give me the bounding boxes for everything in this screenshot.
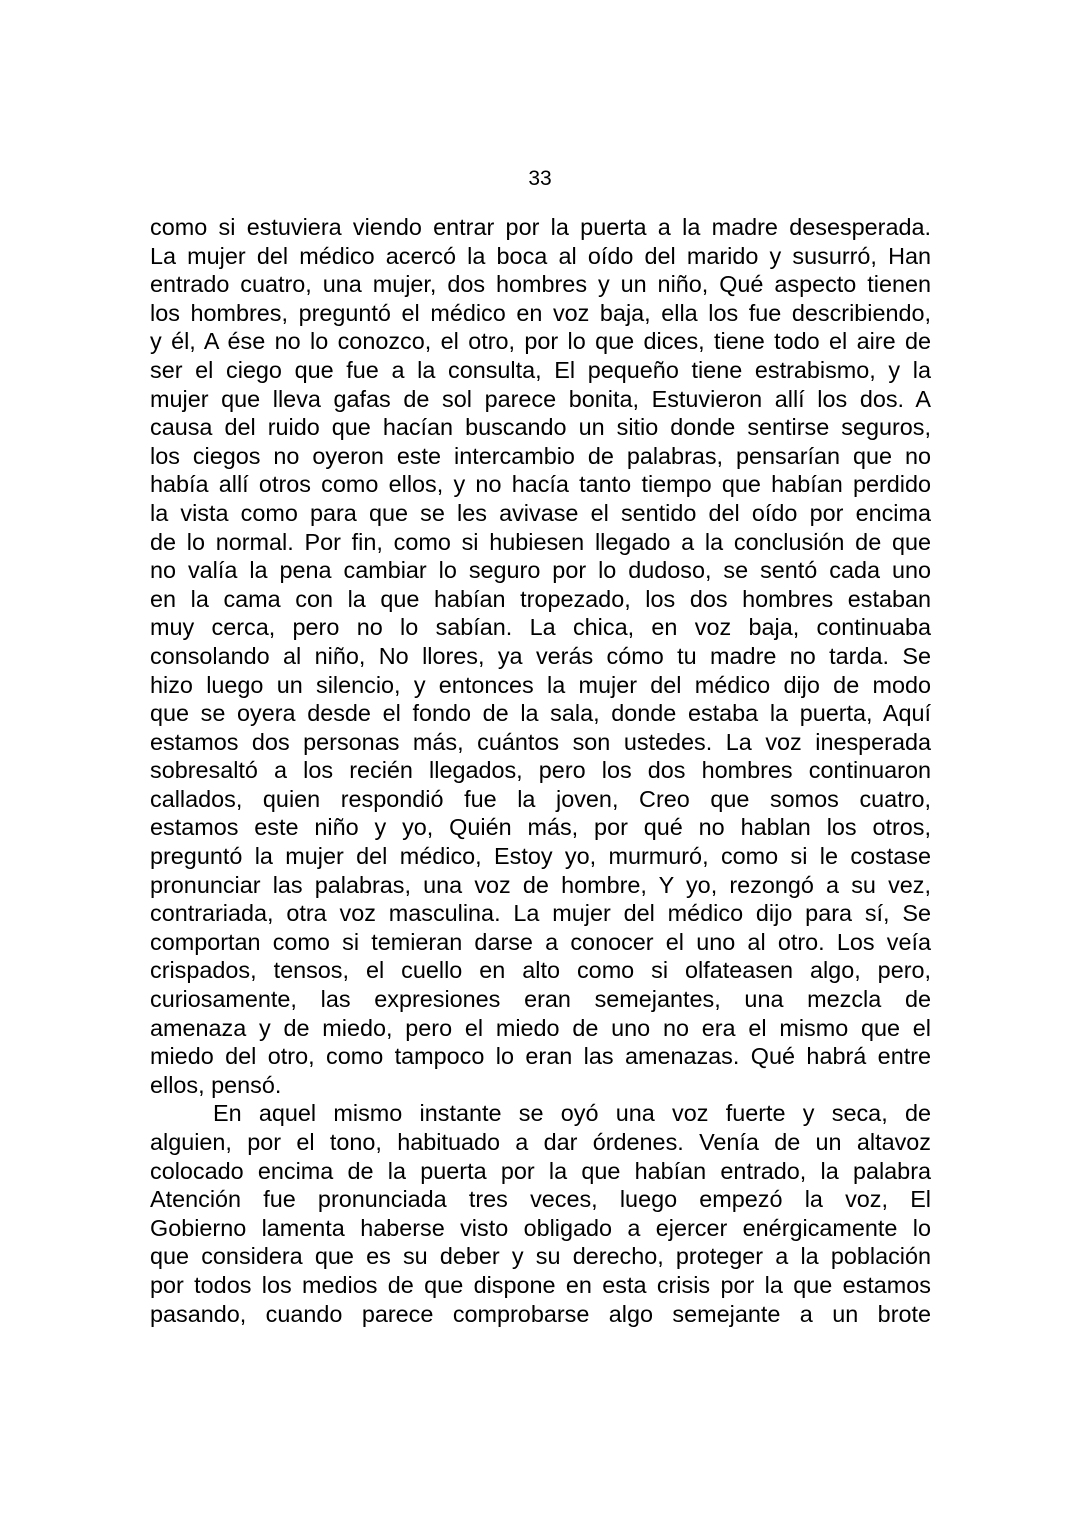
text-line: sobresaltó a los recién llegados, pero los dos hombres continuaron — [150, 757, 931, 784]
text-line: alguien, por el tono, habituado a dar órdenes. Venía de un altavoz — [150, 1129, 931, 1155]
text-line: y él, A ése no lo conozco, el otro, por lo que dices, tiene todo el aire de — [150, 328, 931, 355]
text-line: no valía la pena cambiar lo seguro por lo dudoso, se sentó cada uno — [150, 557, 931, 584]
text-line: preguntó la mujer del médico, Estoy yo, murmuró, como si le costase — [150, 843, 931, 870]
text-line: estamos este niño y yo, Quién más, por qué no hablan los otros, — [150, 814, 931, 841]
text-line: Gobierno lamenta haberse visto obligado a ejercer enérgicamente lo — [150, 1214, 931, 1241]
text-line: consolando al niño, No llores, ya verás cómo tu madre no tarda. Se — [150, 642, 931, 669]
text-line: que considera que es su deber y su derecho, proteger a la población — [150, 1243, 931, 1270]
text-line: hizo luego un silencio, y entonces la mujer del médico dijo de modo — [150, 671, 931, 698]
text-line: pronunciar las palabras, una voz de hombre, Y yo, rezongó a su vez, — [150, 871, 931, 898]
text-line: que se oyera desde el fondo de la sala, donde estaba la puerta, Aquí — [150, 700, 931, 727]
text-line: callados, quien respondió fue la joven, Creo que somos cuatro, — [150, 785, 931, 812]
text-line: ser el ciego que fue a la consulta, El pequeño tiene estrabismo, y la — [150, 356, 931, 383]
text-line: pasando, cuando parece comprobarse algo semejante a un brote — [150, 1300, 931, 1327]
text-line: en la cama con la que habían tropezado, los dos hombres estaban — [150, 585, 931, 612]
text-line: La mujer del médico acercó la boca al oído del marido y susurró, Han — [150, 242, 931, 269]
text-line: entrado cuatro, una mujer, dos hombres y un niño, Qué aspecto tienen — [150, 271, 931, 298]
text-line: muy cerca, pero no lo sabían. La chica, en voz baja, continuaba — [150, 614, 931, 641]
text-line: había allí otros como ellos, y no hacía tanto tiempo que habían perdido — [150, 471, 931, 498]
text-line: curiosamente, las expresiones eran semejantes, una mezcla de — [150, 986, 931, 1013]
text-line: por todos los medios de que dispone en esta crisis por la que estamos — [150, 1271, 931, 1298]
text-line: los hombres, preguntó el médico en voz baja, ella los fue describiendo, — [150, 299, 931, 326]
text-line-paragraph-start: En aquel mismo instante se oyó una voz fuerte y seca, de — [213, 1100, 931, 1127]
text-line: los ciegos no oyeron este intercambio de palabras, pensarían que no — [150, 442, 931, 469]
text-line: contrariada, otra voz masculina. La mujer del médico dijo para sí, Se — [150, 900, 931, 927]
text-line: colocado encima de la puerta por la que habían entrado, la palabra — [150, 1157, 931, 1184]
text-line-paragraph-end: ellos, pensó. — [150, 1071, 282, 1098]
text-line: estamos dos personas más, cuántos son ustedes. La voz inesperada — [150, 728, 931, 755]
page-number: 33 — [528, 167, 552, 190]
text-line: causa del ruido que hacían buscando un sitio donde sentirse seguros, — [150, 414, 931, 441]
text-line: mujer que lleva gafas de sol parece bonita, Estuvieron allí los dos. A — [150, 385, 931, 412]
text-line: de lo normal. Por fin, como si hubiesen llegado a la conclusión de que — [150, 528, 931, 555]
body-text — [150, 213, 931, 1328]
text-line: comportan como si temieran darse a conocer el uno al otro. Los veía — [150, 928, 931, 955]
text-line: la vista como para que se les avivase el sentido del oído por encima — [150, 499, 931, 526]
text-line: como si estuviera viendo entrar por la puerta a la madre desesperada. — [150, 214, 931, 240]
text-line: amenaza y de miedo, pero el miedo de uno no era el mismo que el — [150, 1014, 931, 1041]
text-line: crispados, tensos, el cuello en alto como si olfateasen algo, pero, — [150, 957, 931, 984]
text-line: Atención fue pronunciada tres veces, luego empezó la voz, El — [150, 1186, 931, 1213]
text-line: miedo del otro, como tampoco lo eran las amenazas. Qué habrá entre — [150, 1043, 931, 1070]
